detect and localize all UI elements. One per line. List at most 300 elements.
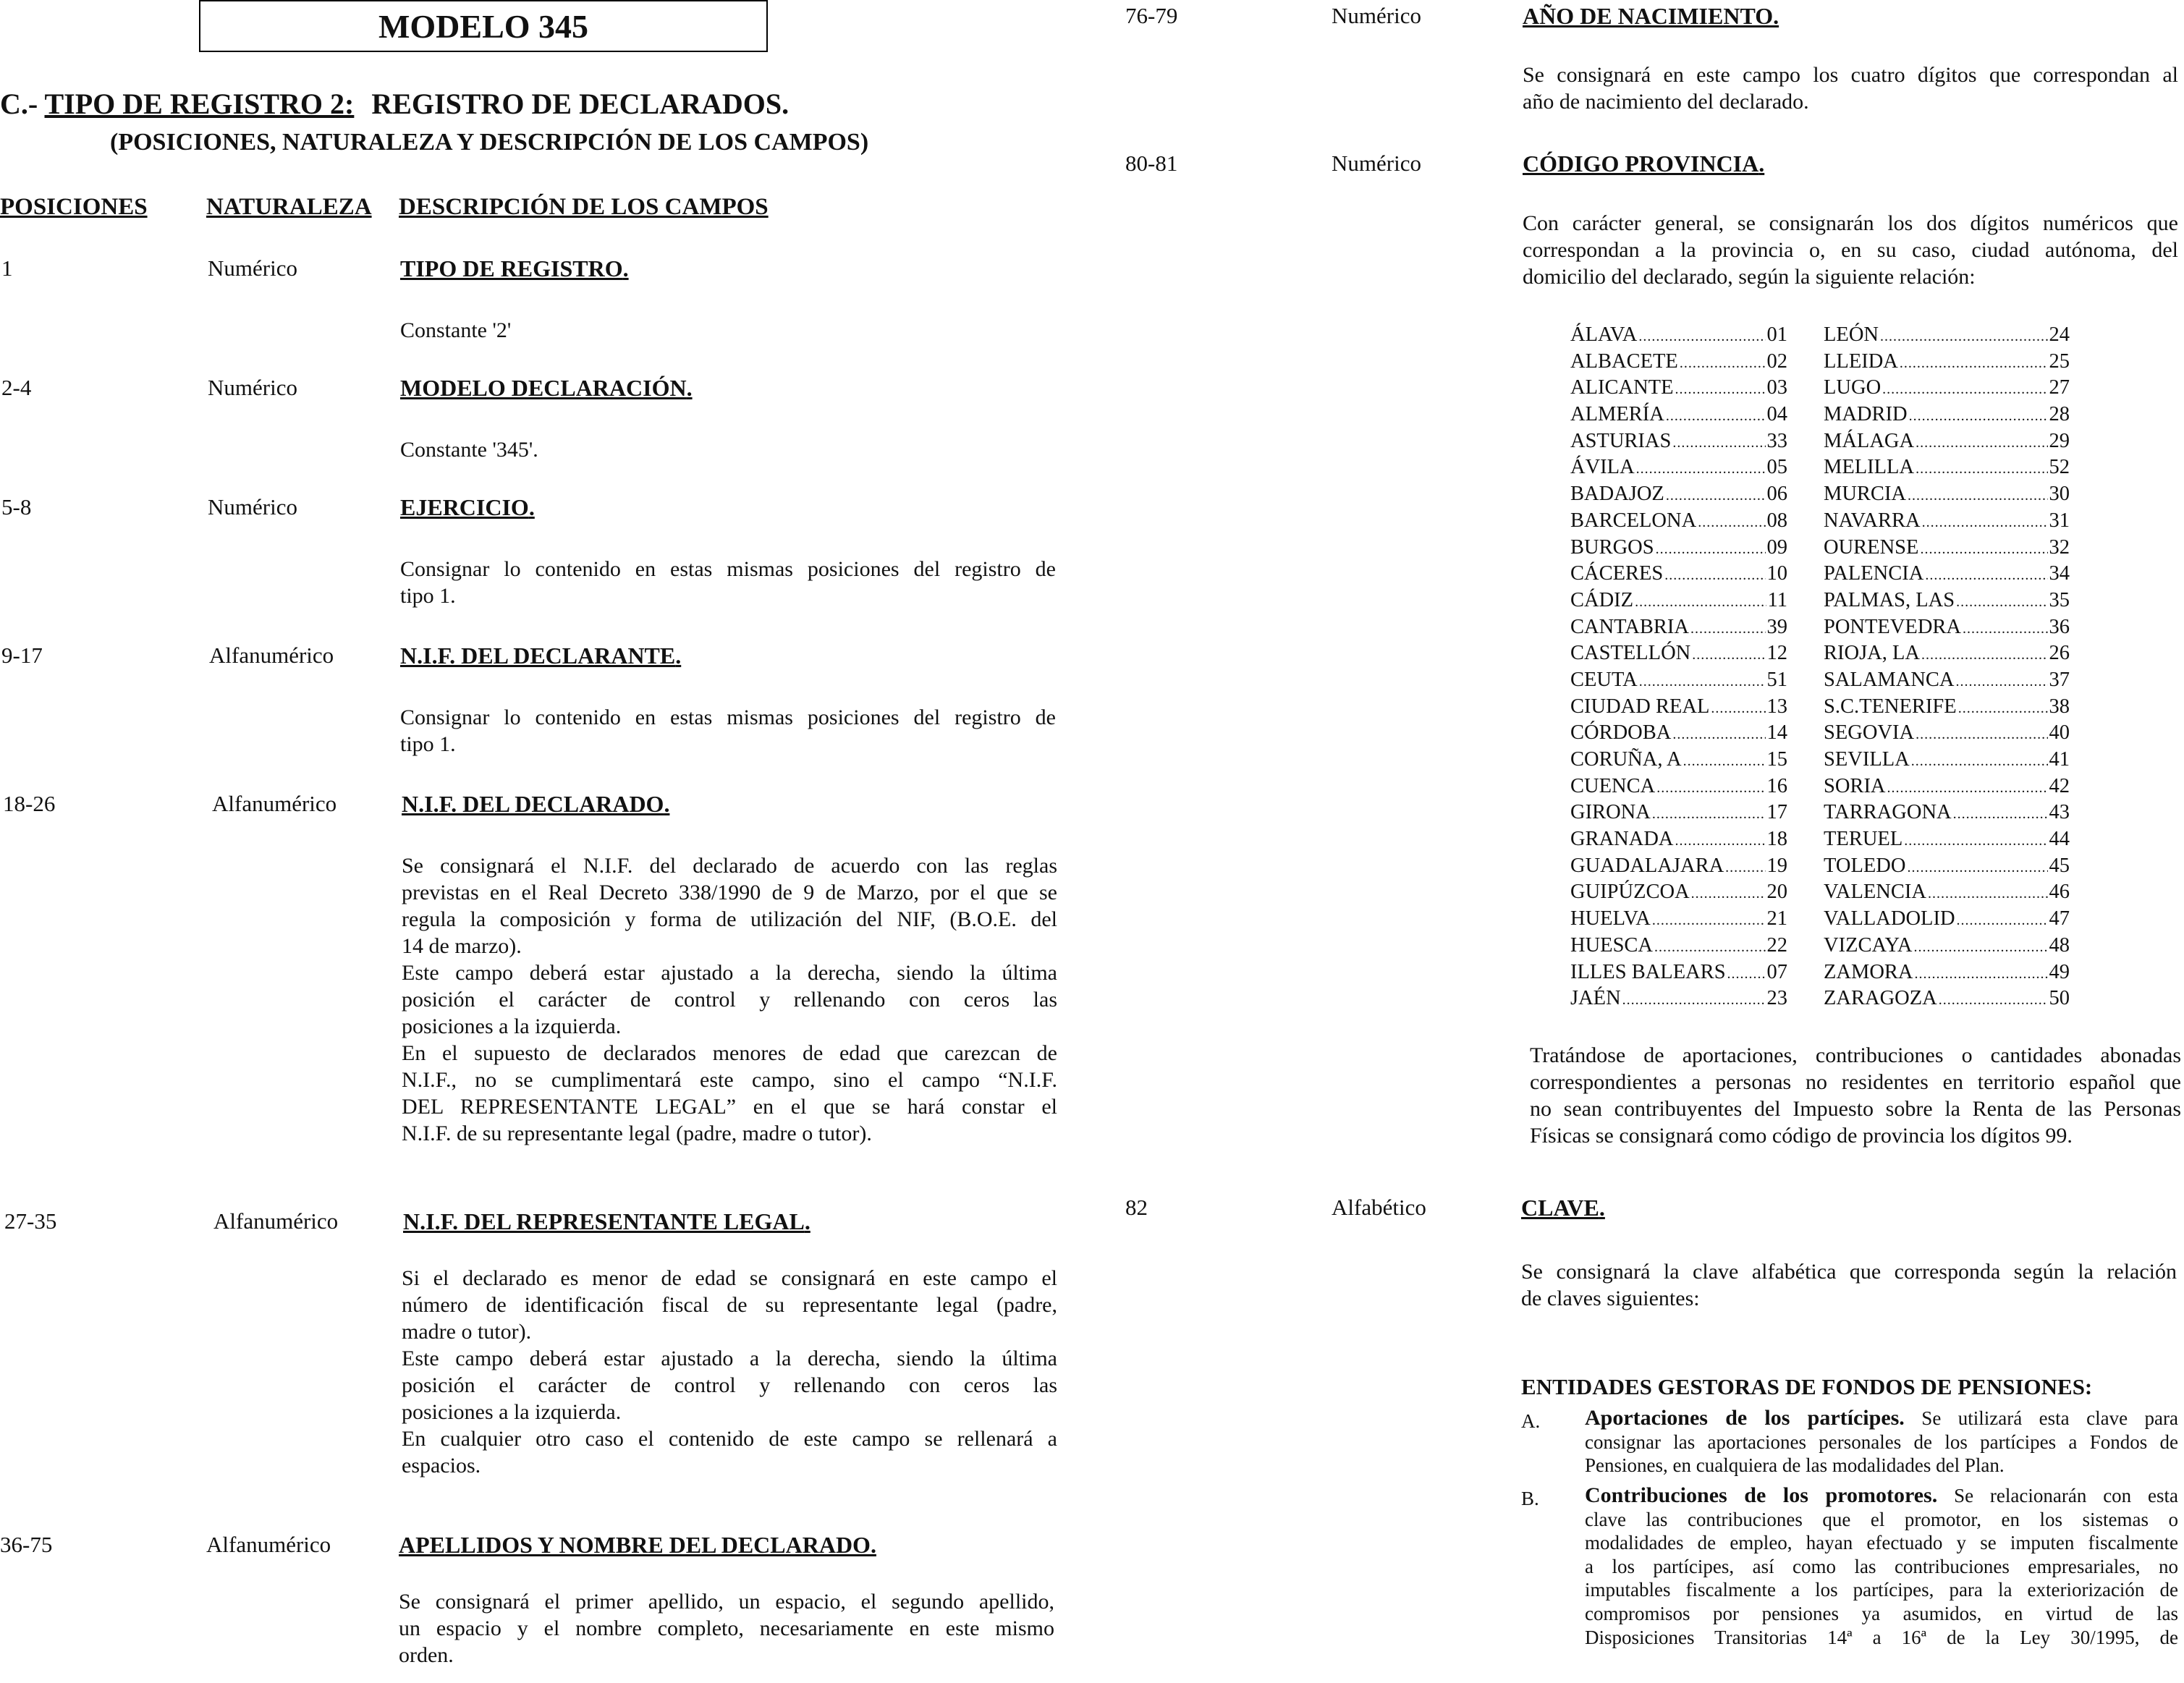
province-name: MURCIA — [1824, 483, 1907, 506]
province-name: GIRONA — [1570, 801, 1651, 824]
province-name: HUELVA — [1570, 907, 1651, 930]
province-entry — [1824, 961, 2070, 988]
province-entry — [1570, 828, 1787, 855]
description-line: espacios. — [402, 1454, 481, 1478]
dot-leader — [1664, 567, 1765, 584]
description-line: Con carácter general, se consignarán los dos dígitos numéricos que — [1523, 211, 2178, 235]
province-name: LLEIDA — [1824, 349, 1898, 373]
province-name: MÁLAGA — [1824, 429, 1915, 452]
province-name: ÁVILA — [1570, 456, 1635, 479]
province-name: TARRAGONA — [1824, 801, 1952, 824]
field-position: 1 — [1, 255, 13, 281]
province-code: 34 — [2049, 562, 2070, 585]
key-first-line: Aportaciones de los partícipes. Se utilizará esta clave para — [1585, 1406, 2179, 1430]
key-line: a los partícipes, así como las contribuciones empresariales, no — [1585, 1555, 2178, 1577]
field-description — [400, 704, 1056, 758]
province-name: VIZCAYA — [1824, 933, 1913, 957]
description-line: En el supuesto de declarados menores de edad que carezcan de — [402, 1041, 1057, 1065]
key-line: consignar las aportaciones personales de los partícipes a Fondos de — [1585, 1430, 2178, 1453]
dot-leader — [1913, 939, 2047, 956]
note-line: correspondientes a personas no residentes en territorio español que — [1530, 1070, 2181, 1094]
dot-leader — [1680, 355, 1766, 372]
dot-leader — [1963, 621, 2048, 637]
province-code: 15 — [1766, 748, 1787, 771]
dot-leader — [1921, 647, 2048, 664]
province-entry — [1824, 801, 2070, 828]
province-name: BURGOS — [1570, 535, 1654, 559]
province-name: CANTABRIA — [1570, 615, 1689, 638]
province-code: 23 — [1766, 987, 1787, 1010]
field-name: EJERCICIO. — [400, 494, 535, 520]
field-nature: Numérico — [208, 494, 297, 520]
field-description — [399, 1588, 1054, 1669]
field-position: 36-75 — [0, 1532, 53, 1557]
province-code: 16 — [1766, 774, 1787, 797]
field-name: MODELO DECLARACIÓN. — [400, 375, 693, 401]
field-position: 9-17 — [1, 643, 43, 668]
province-entry — [1824, 934, 2070, 961]
field-nature: Numérico — [1332, 3, 1421, 28]
province-name: CIUDAD REAL — [1570, 695, 1710, 718]
province-name: GUADALAJARA — [1570, 854, 1724, 877]
province-entry — [1570, 430, 1787, 457]
field-nature: Alfabético — [1332, 1195, 1426, 1220]
province-entry — [1824, 589, 2070, 616]
dot-leader — [1939, 992, 2048, 1009]
description-line: posición el carácter de control y rellenando con ceros las — [402, 988, 1057, 1012]
dot-leader — [1911, 753, 2048, 770]
province-name: CÁDIZ — [1570, 588, 1634, 611]
key-item — [1585, 1484, 2178, 1649]
key-title: Aportaciones de los partícipes. — [1585, 1406, 1905, 1430]
column-header-nature: NATURALEZA — [206, 194, 372, 220]
dot-leader — [1636, 461, 1766, 478]
province-code: 04 — [1766, 403, 1787, 426]
province-code: 18 — [1766, 828, 1787, 851]
description-line: Se consignará en este campo los cuatro dígitos que correspondan al — [1523, 63, 2178, 87]
province-entry — [1824, 403, 2070, 430]
dot-leader — [1916, 435, 2047, 452]
province-code: 35 — [2049, 588, 2070, 611]
province-code: 39 — [1766, 615, 1787, 638]
field-position: 18-26 — [3, 791, 56, 816]
note-line: Físicas se consignará como código de provincia los dígitos 99. — [1530, 1124, 2073, 1148]
province-code: 30 — [2049, 483, 2070, 506]
province-entry — [1824, 323, 2070, 350]
description-line: madre o tutor). — [402, 1320, 532, 1344]
province-code: 01 — [1766, 323, 1787, 346]
field-position: 76-79 — [1125, 3, 1178, 28]
province-code: 49 — [2049, 960, 2070, 983]
province-name: ZAMORA — [1824, 960, 1913, 983]
column-header-description: DESCRIPCIÓN DE LOS CAMPOS — [399, 194, 769, 220]
province-name: PALMAS, LAS — [1824, 588, 1955, 611]
description-line: tipo 1. — [400, 584, 456, 608]
province-code: 42 — [2049, 774, 2070, 797]
province-code: 33 — [1766, 429, 1787, 452]
dot-leader — [1909, 408, 2048, 425]
province-entry — [1824, 907, 2070, 934]
province-code: 44 — [2049, 828, 2070, 851]
province-code: 03 — [1766, 376, 1787, 399]
province-name: ÁLAVA — [1570, 323, 1638, 346]
entities-heading: ENTIDADES GESTORAS DE FONDOS DE PENSIONES: — [1521, 1374, 2093, 1399]
province-code: 11 — [1767, 588, 1787, 611]
dot-leader — [1692, 647, 1765, 664]
province-name: MELILLA — [1824, 456, 1915, 479]
description-line: N.I.F. de su representante legal (padre, madre o tutor). — [402, 1122, 872, 1145]
description-line: Consignar lo contenido en estas mismas posiciones del registro de — [400, 705, 1056, 729]
description-line: domicilio del declarado, según la siguiente relación: — [1523, 265, 1976, 289]
province-entry — [1570, 801, 1787, 828]
province-name: TOLEDO — [1824, 854, 1906, 877]
province-name: PALENCIA — [1824, 562, 1924, 585]
province-entry — [1824, 376, 2070, 403]
province-name: ILLES BALEARS — [1570, 960, 1726, 983]
description-line: DEL REPRESENTANTE LEGAL” en el que se hará constar el — [402, 1095, 1057, 1119]
province-entry — [1570, 350, 1787, 377]
province-name: GRANADA — [1570, 828, 1674, 851]
province-entry — [1570, 721, 1787, 748]
field-nature: Alfanumérico — [206, 1532, 331, 1557]
description-line: de claves siguientes: — [1521, 1286, 1700, 1310]
province-code: 20 — [1766, 881, 1787, 904]
province-name: SEVILLA — [1824, 748, 1910, 771]
description-line: En cualquier otro caso el contenido de este campo se rellenará a — [402, 1427, 1057, 1451]
dot-leader — [1639, 674, 1766, 690]
province-code: 36 — [2049, 615, 2070, 638]
province-entry — [1824, 748, 2070, 775]
province-entry — [1570, 934, 1787, 961]
province-entry — [1570, 562, 1787, 589]
field-nature: Alfanumérico — [212, 791, 337, 816]
province-name: SALAMANCA — [1824, 668, 1955, 691]
section-heading — [0, 87, 789, 121]
dot-leader — [1656, 780, 1765, 797]
key-line: Pensiones, en cualquiera de las modalidades del Plan. — [1585, 1454, 2005, 1477]
field-nature: Numérico — [1332, 151, 1421, 176]
description-line: Este campo deberá estar ajustado a la derecha, siendo la última — [402, 961, 1057, 985]
province-entry — [1570, 509, 1787, 536]
field-nature: Alfanumérico — [209, 643, 334, 668]
section-name: TIPO DE REGISTRO 2: — [44, 88, 355, 120]
dot-leader — [1956, 594, 2047, 611]
province-entry — [1570, 987, 1787, 1014]
key-letter: A. — [1521, 1410, 1541, 1432]
province-name: CORUÑA, A — [1570, 748, 1682, 771]
province-code: 47 — [2049, 907, 2070, 930]
dot-leader — [1920, 541, 2047, 558]
description-line: Este campo deberá estar ajustado a la derecha, siendo la última — [402, 1347, 1057, 1370]
description-line: correspondan a la provincia o, en su caso, ciudad autónoma, del — [1523, 238, 2178, 262]
dot-leader — [1958, 700, 2048, 717]
field-description — [1521, 1258, 2177, 1312]
province-entry — [1824, 509, 2070, 536]
dot-leader — [1683, 753, 1766, 770]
province-entry — [1570, 589, 1787, 616]
province-name: NAVARRA — [1824, 509, 1921, 532]
province-code: 25 — [2049, 349, 2070, 373]
key-line: clave las contribuciones que el promotor, en los sistemas o — [1585, 1508, 2178, 1530]
province-entry — [1824, 350, 2070, 377]
province-code: 40 — [2049, 721, 2070, 745]
dot-leader — [1727, 966, 1766, 983]
key-title: Contribuciones de los promotores. — [1585, 1483, 1938, 1507]
province-code: 28 — [2049, 403, 2070, 426]
province-entry — [1570, 376, 1787, 403]
field-name: N.I.F. DEL REPRESENTANTE LEGAL. — [403, 1208, 810, 1234]
field-position: 5-8 — [1, 494, 32, 520]
province-code: 38 — [2049, 695, 2070, 718]
description-line: orden. — [399, 1643, 454, 1667]
province-name: ZARAGOZA — [1824, 987, 1937, 1010]
province-code: 05 — [1766, 456, 1787, 479]
province-name: VALLADOLID — [1824, 907, 1955, 930]
dot-leader — [1922, 514, 2048, 531]
province-entry — [1824, 987, 2070, 1014]
province-code: 41 — [2049, 748, 2070, 771]
field-description — [402, 1265, 1057, 1479]
province-code: 09 — [1766, 535, 1787, 559]
province-name: LEÓN — [1824, 323, 1879, 346]
province-entry — [1570, 695, 1787, 722]
field-description-line: Constante '2' — [400, 318, 512, 342]
dot-leader — [1916, 726, 2047, 743]
field-name: APELLIDOS Y NOMBRE DEL DECLARADO. — [399, 1532, 876, 1558]
field-name: CÓDIGO PROVINCIA. — [1523, 151, 1765, 177]
province-name: TERUEL — [1824, 828, 1903, 851]
province-entry — [1824, 775, 2070, 802]
province-name: SORIA — [1824, 774, 1886, 797]
province-name: CEUTA — [1570, 668, 1638, 691]
province-name: BARCELONA — [1570, 509, 1697, 532]
dot-leader — [1652, 806, 1766, 823]
province-name: RIOJA, LA — [1824, 642, 1920, 665]
dot-leader — [1691, 886, 1766, 902]
province-code: 32 — [2049, 535, 2070, 559]
dot-leader — [1880, 328, 2048, 345]
dot-leader — [1690, 621, 1766, 637]
section-rest: REGISTRO DE DECLARADOS. — [371, 88, 790, 120]
province-name: S.C.TENERIFE — [1824, 695, 1957, 718]
province-entry — [1824, 855, 2070, 881]
dot-leader — [1675, 381, 1765, 398]
field-nature: Alfanumérico — [213, 1208, 339, 1234]
province-name: CÁCERES — [1570, 562, 1664, 585]
province-code: 06 — [1766, 483, 1787, 506]
dot-leader — [1675, 833, 1766, 849]
dot-leader — [1666, 408, 1766, 425]
description-line: Se consignará el primer apellido, un espacio, el segundo apellido, — [399, 1590, 1054, 1614]
province-entry — [1824, 456, 2070, 483]
province-code: 48 — [2049, 933, 2070, 957]
description-line: Consignar lo contenido en estas mismas posiciones del registro de — [400, 557, 1056, 581]
province-entry — [1570, 456, 1787, 483]
field-nature: Numérico — [208, 375, 297, 400]
province-code: 13 — [1766, 695, 1787, 718]
province-entry — [1824, 642, 2070, 669]
description-line: Se consignará el N.I.F. del declarado de acuerdo con las reglas — [402, 854, 1057, 878]
province-name: CÓRDOBA — [1570, 721, 1672, 745]
province-entry — [1824, 828, 2070, 855]
dot-leader — [1900, 355, 2048, 372]
field-name: N.I.F. DEL DECLARANTE. — [400, 643, 682, 669]
key-letter: B. — [1521, 1488, 1539, 1509]
description-line: posiciones a la izquierda. — [402, 1014, 622, 1038]
section-prefix: C.- — [0, 88, 38, 120]
province-entry — [1824, 695, 2070, 722]
province-code: 50 — [2049, 987, 2070, 1010]
province-code: 26 — [2049, 642, 2070, 665]
province-entry — [1570, 881, 1787, 907]
description-line: un espacio y el nombre completo, necesariamente en este mismo — [399, 1616, 1054, 1640]
dot-leader — [1672, 726, 1765, 743]
dot-leader — [1656, 541, 1766, 558]
province-code: 10 — [1766, 562, 1787, 585]
description-line: año de nacimiento del declarado. — [1523, 90, 1809, 114]
province-code: 24 — [2049, 323, 2070, 346]
dot-leader — [1666, 488, 1766, 504]
province-entry — [1570, 536, 1787, 563]
key-line: compromisos por pensiones ya asumidos, en virtud de las — [1585, 1602, 2178, 1624]
field-description-line: Constante '345'. — [400, 438, 538, 462]
province-code: 07 — [1766, 960, 1787, 983]
province-name: ALICANTE — [1570, 376, 1674, 399]
province-name: HUESCA — [1570, 933, 1654, 957]
province-name: VALENCIA — [1824, 881, 1926, 904]
dot-leader — [1652, 912, 1766, 929]
nonresident-note — [1530, 1042, 2181, 1149]
description-line: tipo 1. — [400, 732, 456, 756]
dot-leader — [1904, 833, 2047, 849]
province-entry — [1824, 616, 2070, 643]
province-entry — [1570, 961, 1787, 988]
description-line: regula la composición y forma de utilización del NIF, (B.O.E. del — [402, 907, 1057, 931]
province-entry — [1824, 430, 2070, 457]
province-entry — [1570, 403, 1787, 430]
section-subtitle: (POSICIONES, NATURALEZA Y DESCRIPCIÓN DE LOS CAMPOS) — [110, 129, 869, 156]
province-name: LUGO — [1824, 376, 1882, 399]
dot-leader — [1725, 860, 1765, 876]
dot-leader — [1698, 514, 1765, 531]
province-code: 46 — [2049, 881, 2070, 904]
dot-leader — [1956, 674, 2048, 690]
field-position: 80-81 — [1125, 151, 1178, 176]
province-entry — [1824, 881, 2070, 907]
province-name: SEGOVIA — [1824, 721, 1915, 745]
field-name: CLAVE. — [1521, 1195, 1605, 1221]
province-entry — [1824, 536, 2070, 563]
province-code: 51 — [1766, 668, 1787, 691]
province-name: PONTEVEDRA — [1824, 615, 1961, 638]
province-entry — [1570, 855, 1787, 881]
province-code: 17 — [1766, 801, 1787, 824]
province-code: 22 — [1766, 933, 1787, 957]
field-position: 27-35 — [4, 1208, 57, 1234]
dot-leader — [1635, 594, 1766, 611]
province-name: MADRID — [1824, 403, 1908, 426]
key-first-line: Contribuciones de los promotores. Se relacionarán con esta — [1585, 1483, 2179, 1507]
field-name: TIPO DE REGISTRO. — [400, 255, 629, 281]
field-position: 2-4 — [1, 375, 32, 400]
dot-leader — [1953, 806, 2048, 823]
dot-leader — [1887, 780, 2048, 797]
province-name: ALBACETE — [1570, 349, 1678, 373]
province-code: 43 — [2049, 801, 2070, 824]
dot-leader — [1908, 488, 2047, 504]
province-entry — [1570, 775, 1787, 802]
description-line: Se consignará la clave alfabética que corresponda según la relación — [1521, 1260, 2177, 1284]
province-code: 19 — [1766, 854, 1787, 877]
dot-leader — [1638, 328, 1765, 345]
field-name: AÑO DE NACIMIENTO. — [1523, 3, 1779, 29]
province-code: 52 — [2049, 456, 2070, 479]
province-name: GUIPÚZCOA — [1570, 881, 1690, 904]
key-line: Disposiciones Transitorias 14ª a 16ª de la Ley 30/1995, de — [1585, 1626, 2178, 1648]
field-description — [400, 556, 1056, 609]
field-description — [402, 852, 1057, 1147]
province-entry — [1570, 483, 1787, 509]
field-name: N.I.F. DEL DECLARADO. — [402, 791, 670, 817]
note-line: no sean contribuyentes del Impuesto sobre la Renta de las Personas — [1530, 1097, 2181, 1121]
province-entry — [1824, 669, 2070, 695]
province-code: 14 — [1766, 721, 1787, 745]
province-code: 37 — [2049, 668, 2070, 691]
description-line: N.I.F., no se cumplimentará este campo, sino el campo “N.I.F. — [402, 1068, 1057, 1092]
field-description — [1523, 62, 2178, 115]
province-code: 29 — [2049, 429, 2070, 452]
province-entry — [1824, 721, 2070, 748]
dot-leader — [1622, 992, 1766, 1009]
dot-leader — [1654, 939, 1765, 956]
dot-leader — [1711, 700, 1765, 717]
province-code: 45 — [2049, 854, 2070, 877]
dot-leader — [1672, 435, 1765, 452]
dot-leader — [1928, 886, 2048, 902]
province-name: CASTELLÓN — [1570, 642, 1691, 665]
province-name: OURENSE — [1824, 535, 1919, 559]
key-item — [1585, 1407, 2178, 1478]
province-entry — [1570, 907, 1787, 934]
dot-leader — [1925, 567, 2047, 584]
province-name: ASTURIAS — [1570, 429, 1672, 452]
description-line: posiciones a la izquierda. — [402, 1400, 622, 1424]
dot-leader — [1957, 912, 2048, 929]
dot-leader — [1882, 381, 2047, 398]
column-header-positions: POSICIONES — [0, 194, 148, 220]
province-entry — [1570, 616, 1787, 643]
province-name: BADAJOZ — [1570, 483, 1664, 506]
province-code: 27 — [2049, 376, 2070, 399]
province-code: 08 — [1766, 509, 1787, 532]
field-nature: Numérico — [208, 255, 297, 281]
field-description — [1523, 210, 2178, 290]
key-line: modalidades de empleo, hayan efectuado y se imputen fiscalmente — [1585, 1532, 2178, 1554]
description-line: previstas en el Real Decreto 338/1990 de 9 de Marzo, por el que se — [402, 881, 1057, 904]
province-code-list — [1570, 323, 2070, 1014]
province-entry — [1824, 562, 2070, 589]
province-name: CUENCA — [1570, 774, 1656, 797]
document-title: MODELO 345 — [199, 0, 768, 52]
field-position: 82 — [1125, 1195, 1148, 1220]
description-line: número de identificación fiscal de su representante legal (padre, — [402, 1293, 1057, 1317]
province-entry — [1570, 642, 1787, 669]
dot-leader — [1916, 461, 2047, 478]
province-code: 12 — [1766, 642, 1787, 665]
province-entry — [1570, 669, 1787, 695]
key-line: imputables fiscalmente a los partícipes, para la exteriorización de — [1585, 1579, 2178, 1601]
province-code: 21 — [1766, 907, 1787, 930]
